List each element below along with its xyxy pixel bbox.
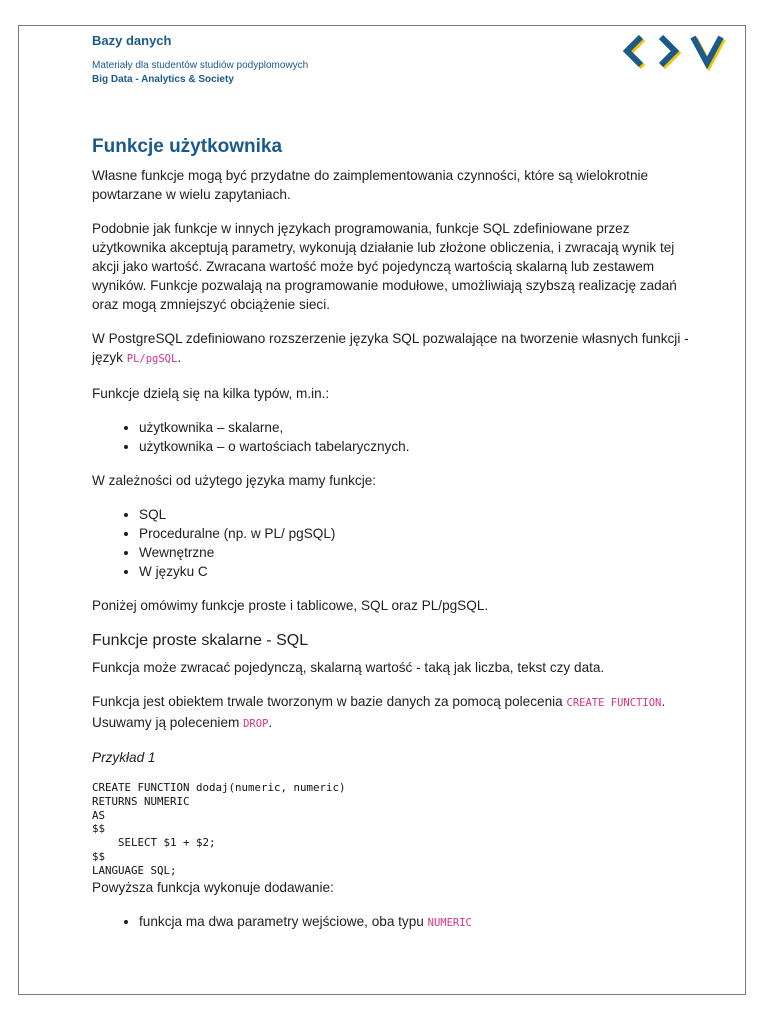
subsection-heading: Funkcje proste skalarne - SQL [92, 632, 309, 649]
header-program: Big Data - Analytics & Society [92, 74, 234, 85]
paragraph: W zależności od użytego języka mamy funkcje: [92, 473, 377, 488]
text: W PostgreSQL zdefiniowano rozszerzenie języka SQL pozwalające na tworzenie własnych funkcji - język [92, 331, 689, 365]
inline-code: DROP [243, 718, 269, 730]
list-item: • Wewnętrzne [139, 543, 692, 562]
section-heading: Funkcje użytkownika [92, 136, 283, 157]
text: Funkcja jest obiektem trwale tworzonym w bazie danych za pomocą polecenia [92, 694, 567, 709]
parameters-list [92, 912, 692, 933]
paragraph [92, 329, 692, 369]
list-item: • W języku C [139, 562, 692, 581]
paragraph: Funkcja może zwracać pojedynczą, skalarną wartość - taką jak liczba, tekst czy data. [92, 660, 605, 675]
text: . [177, 350, 182, 365]
list-item: • Proceduralne (np. w PL/ pgSQL) [139, 524, 692, 543]
inline-code: PL/pgSQL [126, 353, 178, 365]
document-page [18, 25, 746, 995]
list-item: • użytkownika – skalarne, [139, 418, 692, 437]
paragraph: Poniżej omówimy funkcje proste i tablicowe, SQL oraz PL/pgSQL. [92, 598, 489, 613]
function-types-list [92, 418, 692, 456]
example-label: Przykład 1 [92, 750, 156, 765]
text: . [268, 715, 273, 730]
text: . Usuwamy ją poleceniem [92, 694, 666, 730]
inline-code: CREATE FUNCTION [566, 697, 662, 709]
paragraph [92, 692, 692, 734]
paragraph: Powyższa funkcja wykonuje dodawanie: [92, 879, 334, 895]
document-content [92, 135, 692, 948]
header-title: Bazy danych [92, 33, 172, 48]
code-block: CREATE FUNCTION dodaj(numeric, numeric) RETURNS NUMERIC AS $$ SELECT $1 + $2; $$ LANGUAGE SQL; [92, 781, 346, 877]
header-subtitle: Materiały dla studentów studiów podyplomowych [92, 60, 309, 71]
paragraph: Funkcje dzielą się na kilka typów, m.in.: [92, 386, 330, 401]
inline-code: NUMERIC [427, 916, 472, 929]
list-item [139, 912, 692, 933]
list-item: • SQL [139, 505, 692, 524]
paragraph: Własne funkcje mogą być przydatne do zaimplementowania czynności, które są wielokrotnie powtarzane w wielu zapytaniach. [92, 168, 649, 202]
text: funkcja ma dwa parametry wejściowe, oba typu [139, 913, 428, 929]
list-item: • użytkownika – o wartościach tabelarycznych. [139, 437, 692, 456]
paragraph: Podobnie jak funkcje w innych językach programowania, funkcje SQL zdefiniowane przez użytkownika akceptują parametry, wykonują działanie lub złożone obliczenia, i zwracają wynik tej akcji jako wartość. Zwracana wartość może być pojedynczą wartością skalarną lub zestawem wyników. Funkcje pozwalają na programowanie modułowe, umożliwiają szybszą realizację zadań oraz mogą zmniejszyć obciążenie sieci. [92, 221, 677, 312]
cdv-logo-icon [621, 33, 731, 71]
languages-list [92, 505, 692, 581]
